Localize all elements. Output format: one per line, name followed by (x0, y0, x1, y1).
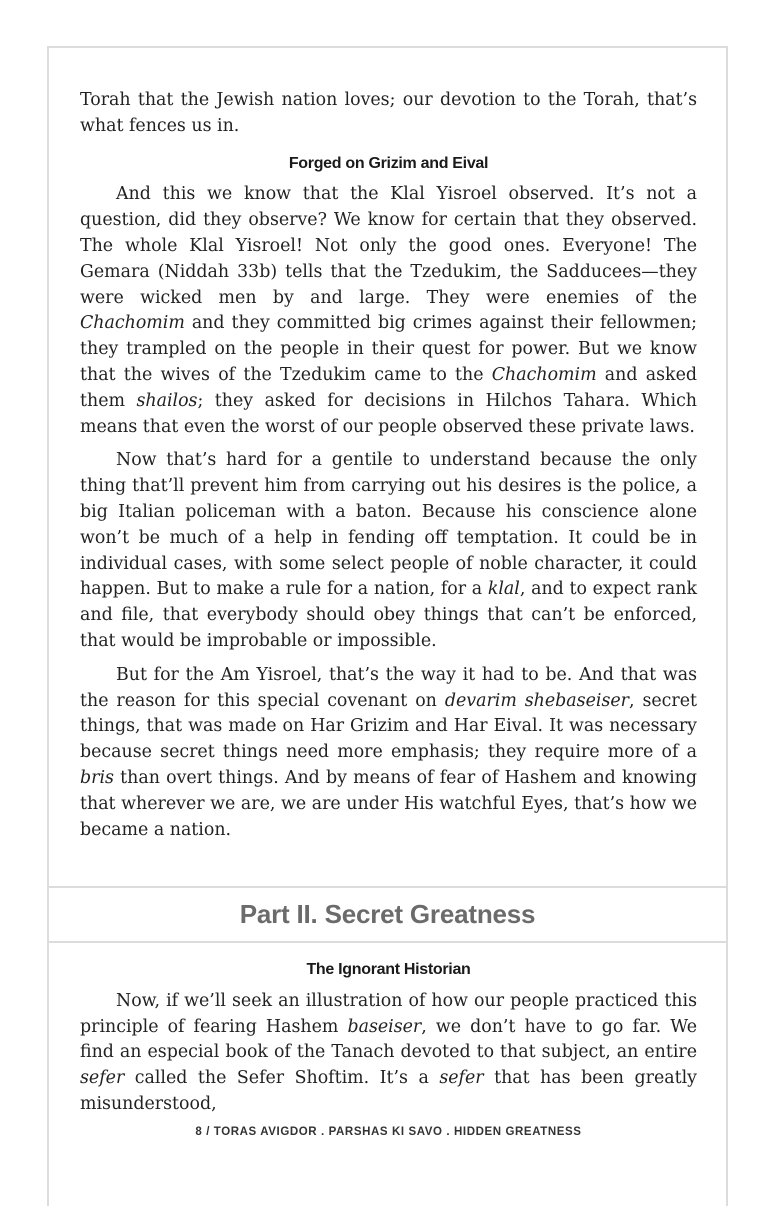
page-footer: 8 / TORAS AVIGDOR . PARSHAS KI SAVO . HIDDEN GREATNESS (195, 1126, 582, 1138)
part-heading-band (47, 886, 728, 943)
section-2-text (80, 957, 697, 1118)
paragraph-klal-yisroel: And this we know that the Klal Yisroel observed. It’s not a question, did they observe? We know for certain that they observed. The whole Klal Yisroel! Not only the good ones. Everyone! The Gemara (Niddah 33b) tells that the Tzedukim, the Sadducees—they were wicked men by and large. They were enemies of the Chachomim and they committed big crimes against their fellowmen; they trampled on the people in their quest for power. But we know that the wives of the Tzedukim came to the Chachomim and asked them shailos; they asked for decisions in Hilchos Tahara. Which means that even the worst of our people observed these private laws. (80, 184, 698, 437)
paragraph-illustration: Now, if we’ll seek an illustration of how our people practiced this principle of fearing Hashem baseiser, we don’t have to go far. We find an especial book of the Tanach devoted to that subject, an entire sefer called the Sefer Shoftim. It’s a sefer that has been greatly misunderstood, (80, 990, 697, 1114)
paragraph-am-yisroel: But for the Am Yisroel, that’s the way it had to be. And that was the reason for this special covenant on devarim shebaseiser, secret things, that was made on Har Grizim and Har Eival. It was necessary because secret things need more emphasis; they require more of a bris than overt things. And by means of fear of Hashem and knowing that wherever we are, we are under His watchful Eyes, that’s how we became a nation. (80, 664, 697, 840)
paragraph-gentile: Now that’s hard for a gentile to understand because the only thing that’ll prevent him from carrying out his desires is the police, a big Italian policeman with a baton. Because his conscience alone won’t be much of a help in fending off temptation. It could be in individual cases, with some select people of noble character, it could happen. But to make a rule for a nation, for a klal, and to expect rank and file, that everybody should obey things that can’t be enforced, that would be improbable or impossible. (80, 450, 697, 651)
subheading-forged: Forged on Grizim and Eival (288, 154, 489, 172)
paragraph-intro: Torah that the Jewish nation loves; our devotion to the Torah, that’s what fences us in. (80, 90, 697, 136)
subheading-ignorant-historian: The Ignorant Historian (306, 961, 471, 978)
section-1-text (80, 88, 697, 843)
part-title: Part II. Secret Greatness (239, 899, 536, 929)
